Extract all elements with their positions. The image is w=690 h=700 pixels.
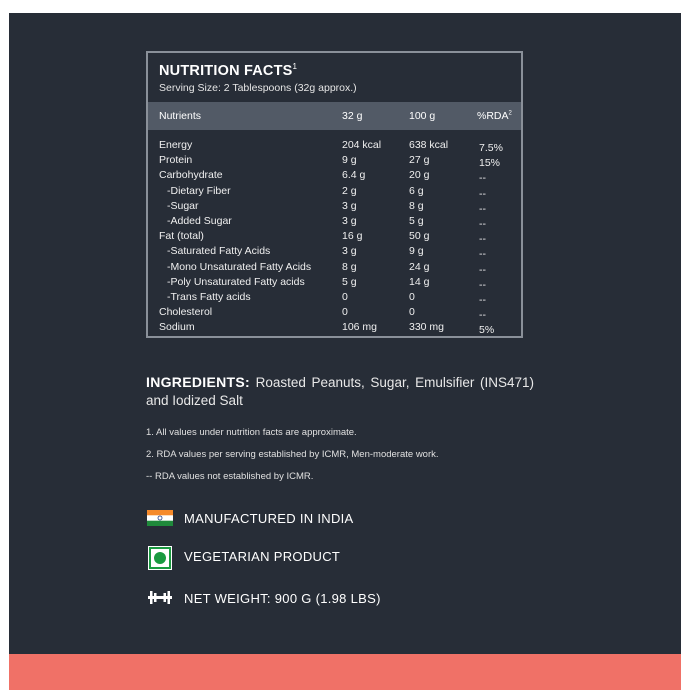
- footnote-2: 2. RDA values per serving established by ICMR, Men-moderate work.: [146, 449, 439, 460]
- value-per-serving: 8 g: [342, 260, 357, 273]
- nutrient-name: Sodium: [159, 321, 195, 334]
- nutrient-name: -Saturated Fatty Acids: [167, 245, 271, 258]
- value-per-100g: 638 kcal: [409, 139, 449, 151]
- header-nutrients: Nutrients: [159, 110, 202, 122]
- value-per-100g: 24 g: [409, 260, 430, 273]
- nutrient-name: Protein: [159, 154, 193, 167]
- footnote-3: -- RDA values not established by ICMR.: [146, 471, 314, 482]
- value-per-serving: 0: [342, 290, 348, 303]
- table-row: [148, 321, 521, 336]
- nutrient-name: -Dietary Fiber: [167, 184, 231, 197]
- value-per-100g: 6 g: [409, 184, 424, 197]
- nutrient-name: -Added Sugar: [167, 214, 232, 227]
- value-per-serving: 204 kcal: [342, 139, 382, 151]
- footnote-1: 1. All values under nutrition facts are approximate.: [146, 427, 357, 438]
- nutrient-name: Carbohydrate: [159, 169, 223, 182]
- nutrient-name: -Mono Unsaturated Fatty Acids: [167, 260, 312, 273]
- value-per-100g: 0: [409, 306, 415, 319]
- veg-symbol-icon: [146, 545, 174, 571]
- table-row: [148, 154, 521, 169]
- value-rda: 15%: [479, 157, 501, 170]
- value-per-100g: 27 g: [409, 154, 430, 167]
- value-per-100g: 8 g: [409, 199, 424, 212]
- value-per-serving: 3 g: [342, 214, 357, 227]
- value-per-serving: 5 g: [342, 275, 357, 288]
- value-per-100g: 9 g: [409, 245, 424, 258]
- value-per-serving: 106 mg: [342, 321, 378, 334]
- table-row: [148, 291, 521, 306]
- table-row: [148, 200, 521, 215]
- dumbbell-icon: [146, 587, 174, 609]
- serving-size: Serving Size: 2 Tablespoons (32g approx.): [159, 82, 357, 94]
- nutrition-facts-table: [146, 51, 523, 338]
- table-row: [148, 261, 521, 276]
- table-row: [148, 245, 521, 260]
- value-rda: --: [479, 278, 486, 291]
- value-rda: --: [479, 248, 486, 261]
- ingredients: [146, 373, 534, 410]
- value-rda: --: [479, 172, 486, 185]
- value-per-serving: 3 g: [342, 245, 357, 258]
- table-row: [148, 230, 521, 245]
- feature-label: VEGETARIAN PRODUCT: [184, 549, 341, 564]
- value-per-100g: 14 g: [409, 275, 430, 288]
- accent-band: [9, 654, 681, 690]
- ingredients-label: INGREDIENTS:: [146, 374, 250, 390]
- table-row: [148, 306, 521, 321]
- table-row: [148, 169, 521, 184]
- value-per-100g: 20 g: [409, 169, 430, 182]
- nutrient-name: Fat (total): [159, 230, 204, 243]
- nutrient-name: Cholesterol: [159, 306, 213, 319]
- nutrition-title: NUTRITION FACTS$^1$: [159, 62, 298, 79]
- value-per-serving: 3 g: [342, 199, 357, 212]
- value-per-serving: 16 g: [342, 230, 363, 243]
- value-per-serving: 0: [342, 306, 348, 319]
- value-rda: --: [479, 309, 486, 322]
- nutrient-name: Energy: [159, 139, 193, 151]
- feature-label: MANUFACTURED IN INDIA: [184, 511, 354, 526]
- feature-net-weight: [146, 587, 486, 613]
- table-row: [148, 276, 521, 291]
- header-per-serving: 32 g: [342, 110, 363, 122]
- value-rda: --: [479, 202, 486, 215]
- value-rda: --: [479, 217, 486, 230]
- value-rda: 7.5%: [479, 142, 503, 154]
- value-per-serving: 2 g: [342, 184, 357, 197]
- feature-label: NET WEIGHT: 900 G (1.98 LBS): [184, 591, 381, 606]
- table-row: [148, 185, 521, 200]
- value-rda: --: [479, 187, 486, 200]
- table-header: [148, 102, 521, 130]
- nutrient-rows: [148, 139, 521, 336]
- india-flag-icon: [146, 507, 174, 529]
- nutrient-name: -Poly Unsaturated Fatty acids: [167, 275, 305, 288]
- header-per-100g: 100 g: [409, 110, 436, 122]
- value-rda: --: [479, 293, 486, 306]
- value-rda: --: [479, 263, 486, 276]
- value-per-100g: 5 g: [409, 214, 424, 227]
- value-per-100g: 0: [409, 290, 415, 303]
- header-rda: %RDA$^2$: [477, 110, 512, 122]
- feature-vegetarian: [146, 545, 486, 571]
- value-per-100g: 50 g: [409, 230, 430, 243]
- nutrient-name: -Trans Fatty acids: [167, 290, 251, 303]
- ingredients-text: Roasted Peanuts, Sugar, Emulsifier (INS471) and Iodized Salt: [146, 375, 534, 408]
- table-row: [148, 215, 521, 230]
- nutrient-name: -Sugar: [167, 199, 199, 212]
- value-rda: 5%: [479, 324, 495, 337]
- table-row: [148, 139, 521, 154]
- value-per-100g: 330 mg: [409, 321, 445, 334]
- value-per-serving: 9 g: [342, 154, 357, 167]
- value-rda: --: [479, 233, 486, 246]
- feature-made-in-india: [146, 507, 486, 533]
- value-per-serving: 6.4 g: [342, 169, 366, 182]
